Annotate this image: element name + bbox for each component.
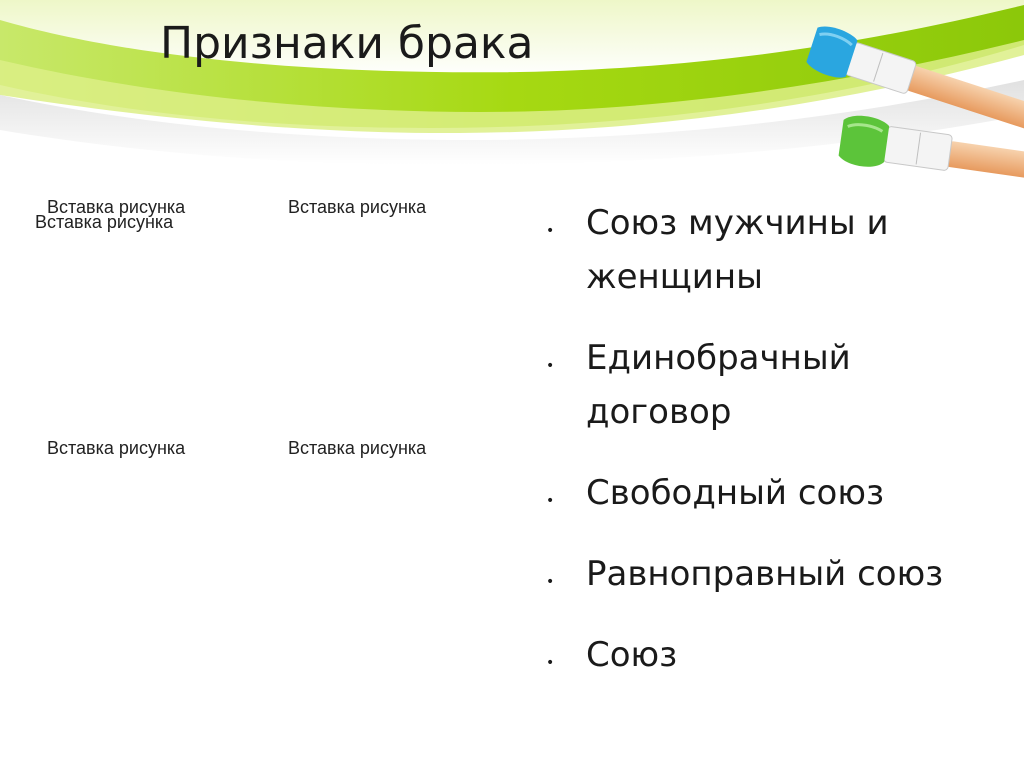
bullet-dot: • [546,493,555,509]
picture-placeholder[interactable]: Вставка рисунка [288,197,427,217]
slide-title: Признаки брака [160,18,534,69]
bullet-item [540,547,1000,601]
bullet-item [540,466,1000,520]
picture-placeholder[interactable]: Вставка рисунка [288,438,427,458]
picture-placeholder[interactable]: Вставка рисунка [35,212,174,232]
bullet-text: Свободный союз [586,473,885,513]
bullet-dot: • [546,574,555,590]
picture-placeholder[interactable]: Вставка рисунка [47,197,186,217]
bullet-text: Равноправный союз [586,554,944,594]
bullet-dot: • [546,223,555,239]
bullet-text: Союз [586,635,678,675]
bullet-dot: • [546,655,555,671]
picture-placeholder[interactable]: Вставка рисунка [47,438,186,458]
bullet-text: Союз мужчины и женщины [586,203,889,297]
bullet-item [540,331,1000,439]
bullet-item [540,196,1000,304]
bullet-text: Единобрачный договор [586,338,851,432]
bullet-item [540,628,1000,682]
bullet-dot: • [546,358,555,374]
bullet-list [540,196,1000,709]
